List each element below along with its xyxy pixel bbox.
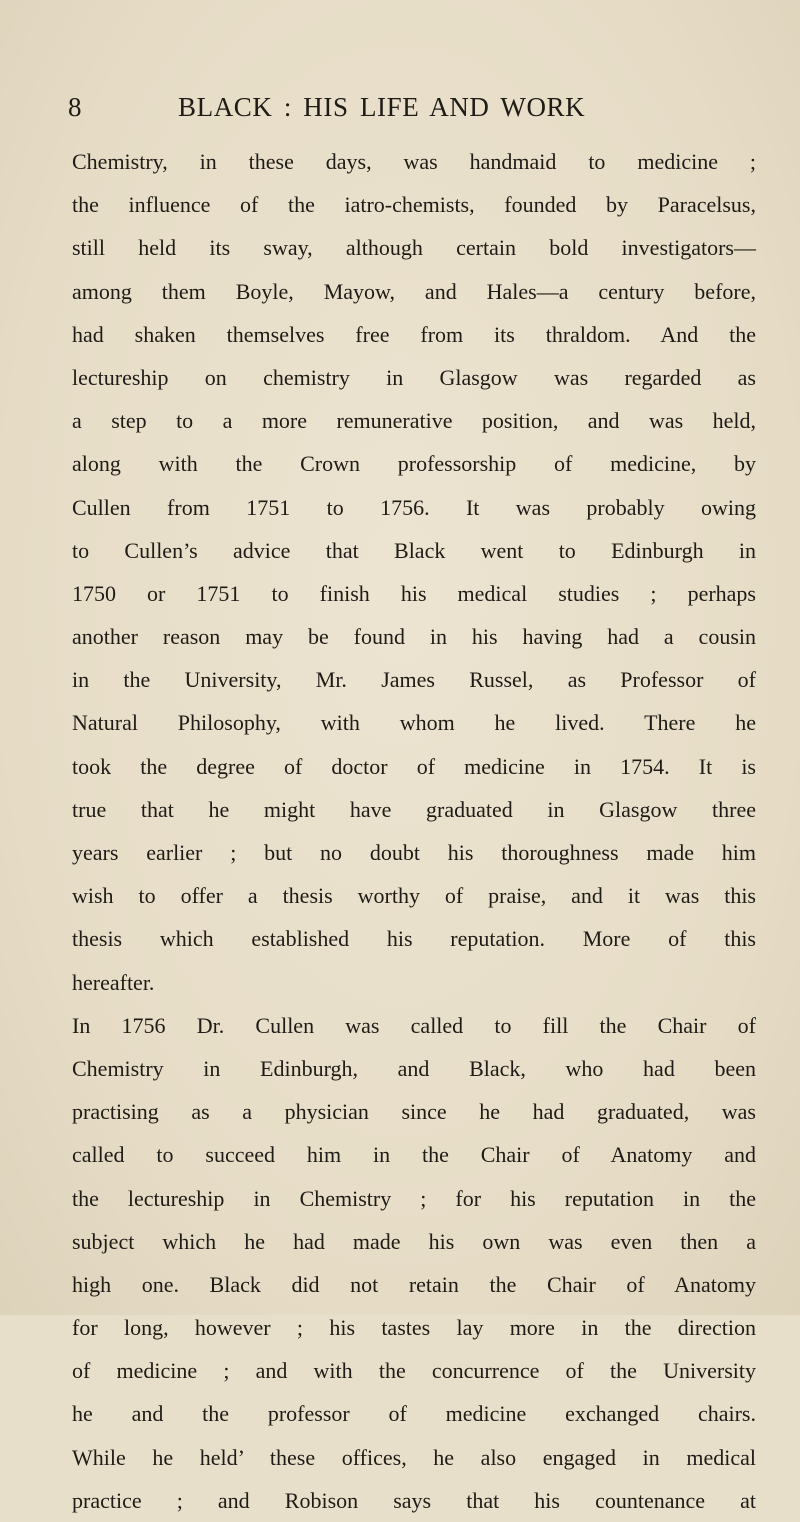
text-line: another reason may be found in his having had a cousin xyxy=(72,624,756,650)
text-line: subject which he had made his own was even then a xyxy=(72,1228,756,1254)
text-line: thesis which established his reputation. More of this xyxy=(72,926,756,952)
text-line: practising as a physician since he had graduated, was xyxy=(72,1099,756,1125)
running-head: BLACK : HIS LIFE AND WORK xyxy=(178,92,586,122)
text-line: called to succeed him in the Chair of Anatomy and xyxy=(72,1142,756,1168)
text-line: Cullen from 1751 to 1756. It was probably owing xyxy=(72,494,756,520)
text-line: the lectureship in Chemistry ; for his reputation in the xyxy=(72,1185,756,1211)
page-header xyxy=(42,92,758,136)
text-line-paragraph-end: hereafter. xyxy=(72,969,155,995)
text-line: practice ; and Robison says that his countenance at xyxy=(72,1487,756,1513)
text-line: high one. Black did not retain the Chair of Anatomy xyxy=(72,1271,756,1297)
text-line: lectureship on chemistry in Glasgow was regarded as xyxy=(72,364,756,390)
text-line: years earlier ; but no doubt his thoroughness made him xyxy=(72,840,756,865)
text-line: of medicine ; and with the concurrence of the University xyxy=(72,1358,756,1384)
text-line: Natural Philosophy, with whom he lived. There he xyxy=(72,710,756,736)
text-line: took the degree of doctor of medicine in 1754. It is xyxy=(72,753,756,779)
text-line: Chemistry, in these days, was handmaid to medicine ; xyxy=(72,149,756,174)
text-line: Chemistry in Edinburgh, and Black, who had been xyxy=(72,1055,756,1081)
text-line: to Cullen’s advice that Black went to Edinburgh in xyxy=(72,537,756,563)
page-number: 8 xyxy=(68,92,83,122)
text-line: 1750 or 1751 to finish his medical studies ; perhaps xyxy=(72,580,756,606)
text-line-paragraph-start: In 1756 Dr. Cullen was called to fill the Chair of xyxy=(72,1012,756,1038)
text-line: wish to offer a thesis worthy of praise, and it was this xyxy=(72,883,756,909)
text-line: among them Boyle, Mayow, and Hales—a century before, xyxy=(72,278,756,304)
text-line: While he held’ these offices, he also engaged in medical xyxy=(72,1444,756,1470)
text-line: a step to a more remunerative position, and was held, xyxy=(72,408,756,434)
text-line: the influence of the iatro-chemists, founded by Paracelsus, xyxy=(72,192,756,218)
text-line: for long, however ; his tastes lay more in the direction xyxy=(72,1315,756,1341)
text-line: along with the Crown professorship of medicine, by xyxy=(72,451,756,477)
text-line: had shaken themselves free from its thraldom. And the xyxy=(72,321,756,347)
text-line: still held its sway, although certain bold investigators— xyxy=(72,235,756,261)
text-line: true that he might have graduated in Glasgow three xyxy=(72,796,756,822)
text-line: he and the professor of medicine exchanged chairs. xyxy=(72,1401,756,1427)
text-line: in the University, Mr. James Russel, as Professor of xyxy=(72,667,756,693)
